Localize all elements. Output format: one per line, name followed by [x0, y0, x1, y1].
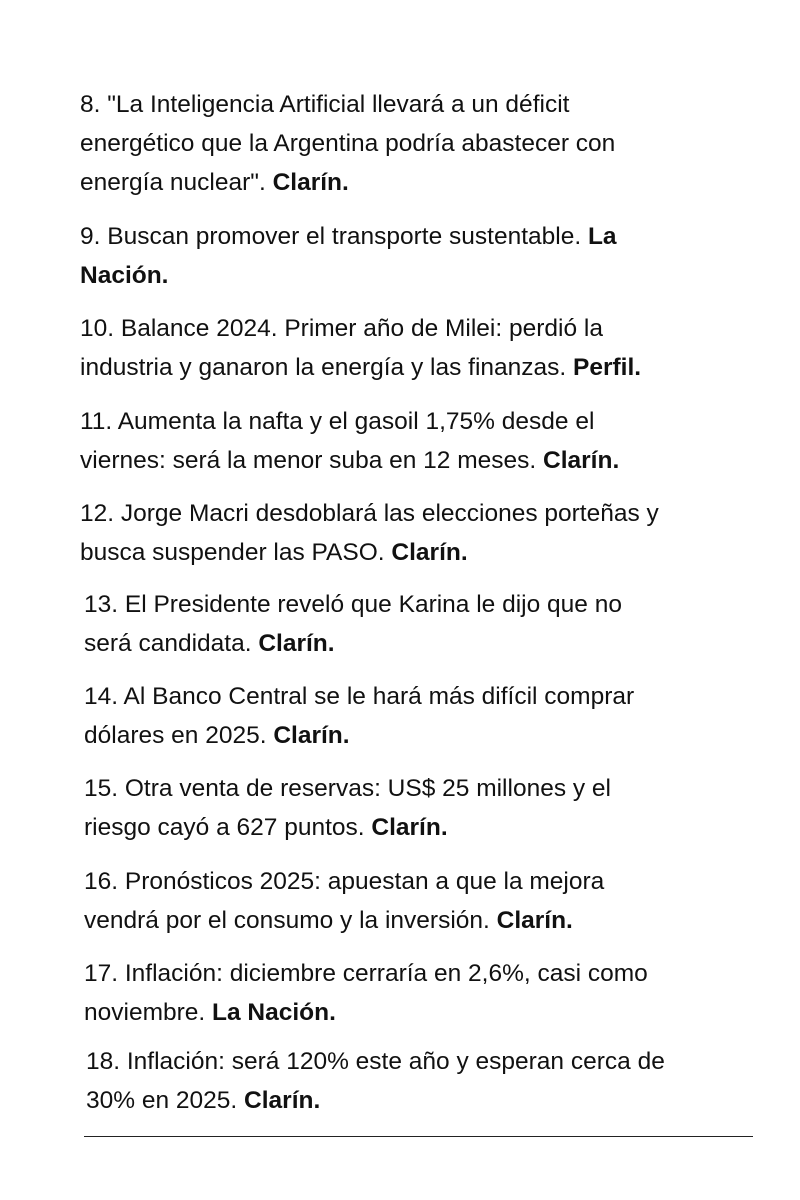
news-source: Clarín.	[273, 722, 350, 749]
news-source: Clarín.	[496, 907, 573, 934]
news-source: Clarín.	[258, 630, 335, 657]
news-source: Clarín.	[272, 169, 349, 196]
news-source: Clarín.	[371, 814, 448, 841]
news-item-text: 12. Jorge Macri desdoblará las elecciones porteñas y	[80, 500, 659, 527]
news-item-text: será candidata.	[84, 630, 259, 657]
news-item-text: busca suspender las PASO.	[80, 539, 392, 566]
news-item-text: 17. Inflación: diciembre cerraría en 2,6%, casi como	[84, 960, 648, 987]
news-item-text: 11. Aumenta la nafta y el gasoil 1,75% desde el	[80, 408, 595, 435]
bottom-divider	[84, 1136, 753, 1137]
news-item-17	[84, 954, 648, 1032]
news-item-text: 15. Otra venta de reservas: US$ 25 millones y el	[84, 775, 612, 802]
news-source: Clarín.	[543, 447, 620, 474]
news-source: Clarín.	[391, 539, 468, 566]
news-source: Nación.	[80, 262, 169, 289]
news-item-text: 8. "La Inteligencia Artificial llevará a un déficit	[80, 91, 570, 118]
news-item-text: 10. Balance 2024. Primer año de Milei: perdió la	[80, 315, 603, 342]
news-item-text: viernes: será la menor suba en 12 meses.	[80, 447, 544, 474]
news-item-10	[80, 309, 641, 387]
news-item-13	[84, 585, 622, 663]
news-item-text: 30% en 2025.	[86, 1087, 245, 1114]
news-item-9	[80, 217, 617, 295]
news-item-text: noviembre.	[84, 999, 213, 1026]
news-item-11	[80, 402, 619, 480]
news-item-text: 13. El Presidente reveló que Karina le dijo que no	[84, 591, 622, 618]
news-source: Perfil.	[573, 354, 642, 381]
news-item-text: vendrá por el consumo y la inversión.	[84, 907, 497, 934]
news-item-15	[84, 769, 611, 847]
news-item-text: dólares en 2025.	[84, 722, 274, 749]
news-source: La	[587, 223, 617, 250]
news-item-text: energía nuclear".	[80, 169, 273, 196]
news-item-14	[84, 677, 634, 755]
news-item-text: 9. Buscan promover el transporte sustentable.	[80, 223, 588, 250]
news-source: La Nación.	[212, 999, 336, 1026]
news-item-text: 14. Al Banco Central se le hará más difícil comprar	[84, 683, 635, 710]
news-item-text: energético que la Argentina podría abastecer con	[80, 130, 616, 157]
news-item-text: riesgo cayó a 627 puntos.	[84, 814, 372, 841]
news-item-12	[80, 494, 659, 572]
news-source: Clarín.	[244, 1087, 321, 1114]
news-item-8	[80, 85, 615, 202]
news-item-text: 18. Inflación: será 120% este año y esperan cerca de	[86, 1048, 665, 1075]
news-item-18	[86, 1042, 665, 1120]
news-item-text: 16. Pronósticos 2025: apuestan a que la mejora	[84, 868, 605, 895]
news-item-text: industria y ganaron la energía y las finanzas.	[80, 354, 574, 381]
news-item-16	[84, 862, 604, 940]
